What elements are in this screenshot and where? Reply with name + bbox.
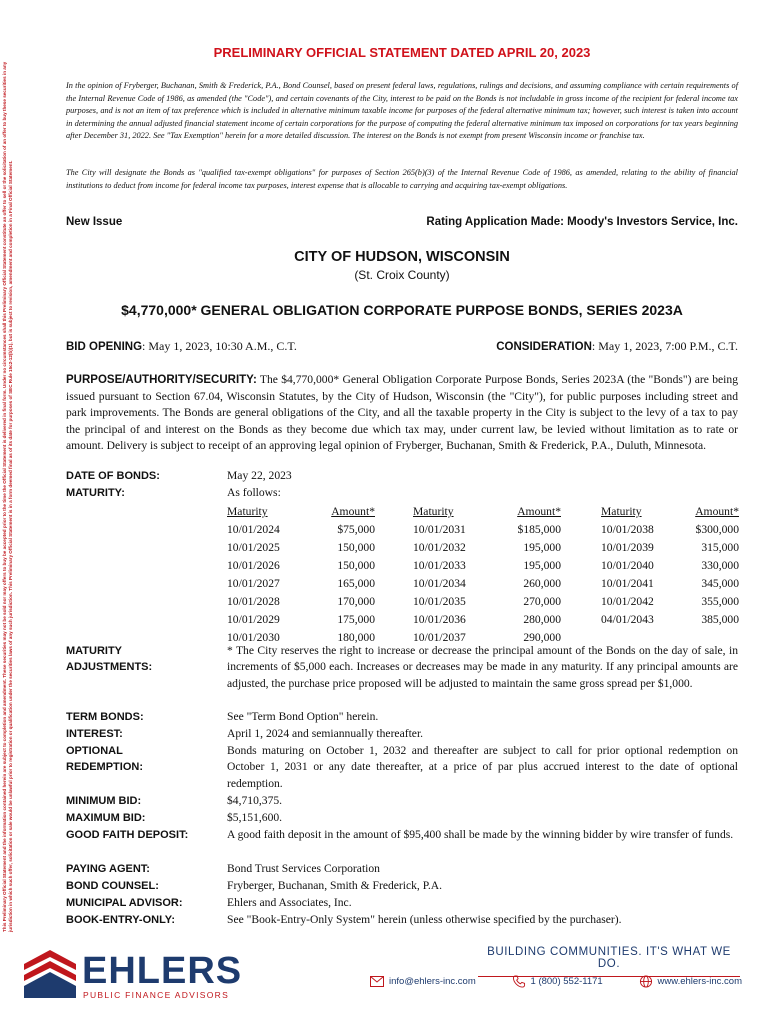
purpose-paragraph [66,372,738,455]
maturity-amount: 280,000 [523,613,561,626]
maturity-date: 10/01/2035 [413,595,466,608]
side-disclaimer-text: This Preliminary Official Statement and the information contained herein are subject to completion and amendment. These securities may not be sold nor may offers to buy be accepted prior to the time the Official Statement is delivered in final form. Under no circumstances shall this Preliminary Official Statement constitute an offer to sell or the solicitation of an offer to buy these securities in any jurisdiction in which such offer, solicitation or sale would be unlawful prior to registration or qualification under the securities laws of any such jurisdiction. This Preliminary Official Statement is in a form deemed final as of its date for purposes of SEC Rule 15c2-12(b)(1), but is subject to revision, amendment and completion in a Final Official Statement. [2,61,13,932]
web-text[interactable]: www.ehlers-inc.com [657,976,742,987]
maturity-amount: 260,000 [523,577,561,590]
adjustments-label: MATURITY ADJUSTMENTS: [66,645,153,673]
paying-agent-label: PAYING AGENT: [66,863,150,875]
phone-text[interactable]: 1 (800) 552-1171 [530,976,603,987]
purpose-label: PURPOSE/AUTHORITY/SECURITY: [66,374,257,386]
maturity-label: MATURITY: [66,487,125,499]
paying-agent-value: Bond Trust Services Corporation [227,862,380,875]
maturity-amount: $75,000 [337,523,375,536]
date-value: May 22, 2023 [227,469,292,482]
maturity-amount: 150,000 [337,559,375,572]
maturity-date: 10/01/2033 [413,559,466,572]
phone-icon [512,975,526,988]
maturity-value: As follows: [227,486,281,499]
good-faith-value: A good faith deposit in the amount of $95,400 shall be made by the winning bidder by wire transfer of funds. [227,828,734,841]
county-subtitle: (St. Croix County) [354,268,450,282]
maturity-amount: 150,000 [337,541,375,554]
consideration-label: CONSIDERATION [496,341,592,353]
maturity-col-3 [601,503,663,629]
maturity-date: 10/01/2028 [227,595,280,608]
amount-col-2 [503,503,561,647]
maturity-amount: 165,000 [337,577,375,590]
maturity-date: 10/01/2042 [601,595,654,608]
interest-label: INTEREST: [66,728,123,740]
maturity-amount: 290,000 [523,631,561,644]
maturity-header: Maturity [601,505,642,518]
maturity-date: 10/01/2034 [413,577,466,590]
municipal-advisor-label: MUNICIPAL ADVISOR: [66,897,183,909]
maturity-date: 10/01/2041 [601,577,654,590]
footer-contact [370,975,742,988]
maturity-amount: 195,000 [523,559,561,572]
contact-email[interactable] [370,975,476,988]
email-text[interactable]: info@ehlers-inc.com [389,976,476,987]
bid-opening-label: BID OPENING [66,341,143,353]
maturity-amount: 170,000 [337,595,375,608]
maximum-bid-label: MAXIMUM BID: [66,812,146,824]
logo-wordmark: EHLERS [82,950,243,992]
amount-header: Amount* [517,505,561,518]
contact-web[interactable] [639,975,742,988]
maturity-date: 10/01/2031 [413,523,466,536]
footer-tagline: BUILDING COMMUNITIES. IT'S WHAT WE DO. [478,946,740,977]
maturity-amount: 270,000 [523,595,561,608]
bid-opening [66,339,297,354]
term-bonds-value: See "Term Bond Option" herein. [227,710,379,723]
envelope-icon [370,976,384,987]
maturity-date: 10/01/2040 [601,559,654,572]
maturity-date: 04/01/2043 [601,613,654,626]
maturity-date: 10/01/2037 [413,631,466,644]
maturity-amount: 180,000 [337,631,375,644]
maturity-col-1 [227,503,289,647]
city-title: CITY OF HUDSON, WISCONSIN [294,249,510,265]
optional-redemption-label: OPTIONAL REDEMPTION: [66,745,143,773]
bond-counsel-label: BOND COUNSEL: [66,880,159,892]
maturity-amount: $300,000 [695,523,739,536]
maturity-amount: 385,000 [701,613,739,626]
good-faith-label: GOOD FAITH DEPOSIT: [66,829,189,841]
maturity-amount: 175,000 [337,613,375,626]
date-label: DATE OF BONDS: [66,470,160,482]
ehlers-logo [22,948,242,998]
maturity-date: 10/01/2025 [227,541,280,554]
maturity-header: Maturity [413,505,454,518]
maturity-date: 10/01/2038 [601,523,654,536]
maturity-date: 10/01/2029 [227,613,280,626]
globe-icon [639,975,653,988]
bid-opening-value: : May 1, 2023, 10:30 A.M., C.T. [142,339,297,353]
purpose-text: The $4,770,000* General Obligation Corporate Purpose Bonds, Series 2023A (the "Bonds") are being issued pursuant to Section 67.04, Wisconsin Statutes, by the City of Hudson, Wisconsin (the "City"), for public purposes including street and park improvements. The Bonds are general obligations of the City, and all the taxable property in the City is subject to the levy of a tax to pay the principal of and interest on the Bonds as they become due which tax may, under current law, be levied without limitation as to rate or amount. Delivery is subject to receipt of an approving legal opinion of Fryberger, Buchanan, Smith & Frederick, P.A., Duluth, Minnesota. [66,373,738,453]
maturity-amount: $185,000 [517,523,561,536]
maturity-date: 10/01/2030 [227,631,280,644]
interest-value: April 1, 2024 and semiannually thereafter. [227,727,424,740]
qualified-designation: The City will designate the Bonds as "qualified tax-exempt obligations" for purposes of Section 265(b)(3) of the Internal Revenue Code of 1986, as amended, relating to the ability of financial institutions to deduct from income for federal income tax purposes, interest expense that is allocable to carrying and acquiring tax-exempt obligations. [66,168,738,190]
consideration [496,339,738,354]
amount-col-3 [681,503,739,629]
maturity-amount: 315,000 [701,541,739,554]
bond-title: $4,770,000* GENERAL OBLIGATION CORPORATE PURPOSE BONDS, SERIES 2023A [121,302,683,318]
side-disclaimer [2,60,52,940]
book-entry-label: BOOK-ENTRY-ONLY: [66,914,175,926]
amount-col-1 [317,503,375,647]
maximum-bid-value: $5,151,600. [227,811,283,824]
issue-row [66,216,738,228]
rating-label: Rating Application Made: Moody's Investors Service, Inc. [426,216,738,228]
preliminary-header: PRELIMINARY OFFICIAL STATEMENT DATED APRIL 20, 2023 [213,45,591,60]
logo-subtitle: PUBLIC FINANCE ADVISORS [83,990,230,1000]
maturity-date: 10/01/2024 [227,523,280,536]
maturity-date: 10/01/2027 [227,577,280,590]
maturity-amount: 355,000 [701,595,739,608]
maturity-date: 10/01/2032 [413,541,466,554]
minimum-bid-value: $4,710,375. [227,794,283,807]
amount-header: Amount* [331,505,375,518]
maturity-amount: 345,000 [701,577,739,590]
consideration-value: : May 1, 2023, 7:00 P.M., C.T. [591,339,738,353]
maturity-date: 10/01/2036 [413,613,466,626]
maturity-date: 10/01/2026 [227,559,280,572]
optional-redemption-value: Bonds maturing on October 1, 2032 and thereafter are subject to call for prior optional redemption on October 1, 2031 or any date thereafter, at a price of par plus accrued interest to the date of optional redemption. [227,744,738,790]
maturity-header: Maturity [227,505,268,518]
term-bonds-label: TERM BONDS: [66,711,144,723]
maturity-date: 10/01/2039 [601,541,654,554]
tax-opinion: In the opinion of Fryberger, Buchanan, Smith & Frederick, P.A., Bond Counsel, based on present federal laws, regulations, rulings and decisions, and assuming compliance with certain requirements of the Internal Revenue Code of 1986, as amended (the "Code"), and certain covenants of the City, interest to be paid on the Bonds is not includable in gross income of the recipient for federal income tax purposes, and is not an item of tax preference which is included in alternative minimum taxable income for purposes of the federal alternative minimum tax; however, such interest is taken into account in determining the annual adjusted financial statement income of certain corporations for the purpose of computing the federal alternative minimum tax imposed on corporations for tax years beginning after December 31, 2022. See "Tax Exemption" herein for a more detailed discussion. The interest on the Bonds is not exempt from present Wisconsin income or franchise tax. [66,81,738,140]
municipal-advisor-value: Ehlers and Associates, Inc. [227,896,352,909]
bid-row [66,339,738,354]
minimum-bid-label: MINIMUM BID: [66,795,142,807]
new-issue-label: New Issue [66,216,123,228]
amount-header: Amount* [695,505,739,518]
maturity-col-2 [413,503,475,647]
ehlers-logo-icon [22,948,78,1000]
bond-counsel-value: Fryberger, Buchanan, Smith & Frederick, P.A. [227,879,443,892]
contact-phone[interactable] [512,975,603,988]
maturity-amount: 330,000 [701,559,739,572]
adjustments-value: * The City reserves the right to increase or decrease the principal amount of the Bonds on the day of sale, in increments of $5,000 each. Increases or decreases may be made in any maturity. If any principal amounts are adjusted, the purchase price proposed will be adjusted to maintain the same gross spread per $1,000. [227,644,738,690]
book-entry-value: See "Book-Entry-Only System" herein (unless otherwise specified by the purchaser). [227,913,622,926]
maturity-amount: 195,000 [523,541,561,554]
